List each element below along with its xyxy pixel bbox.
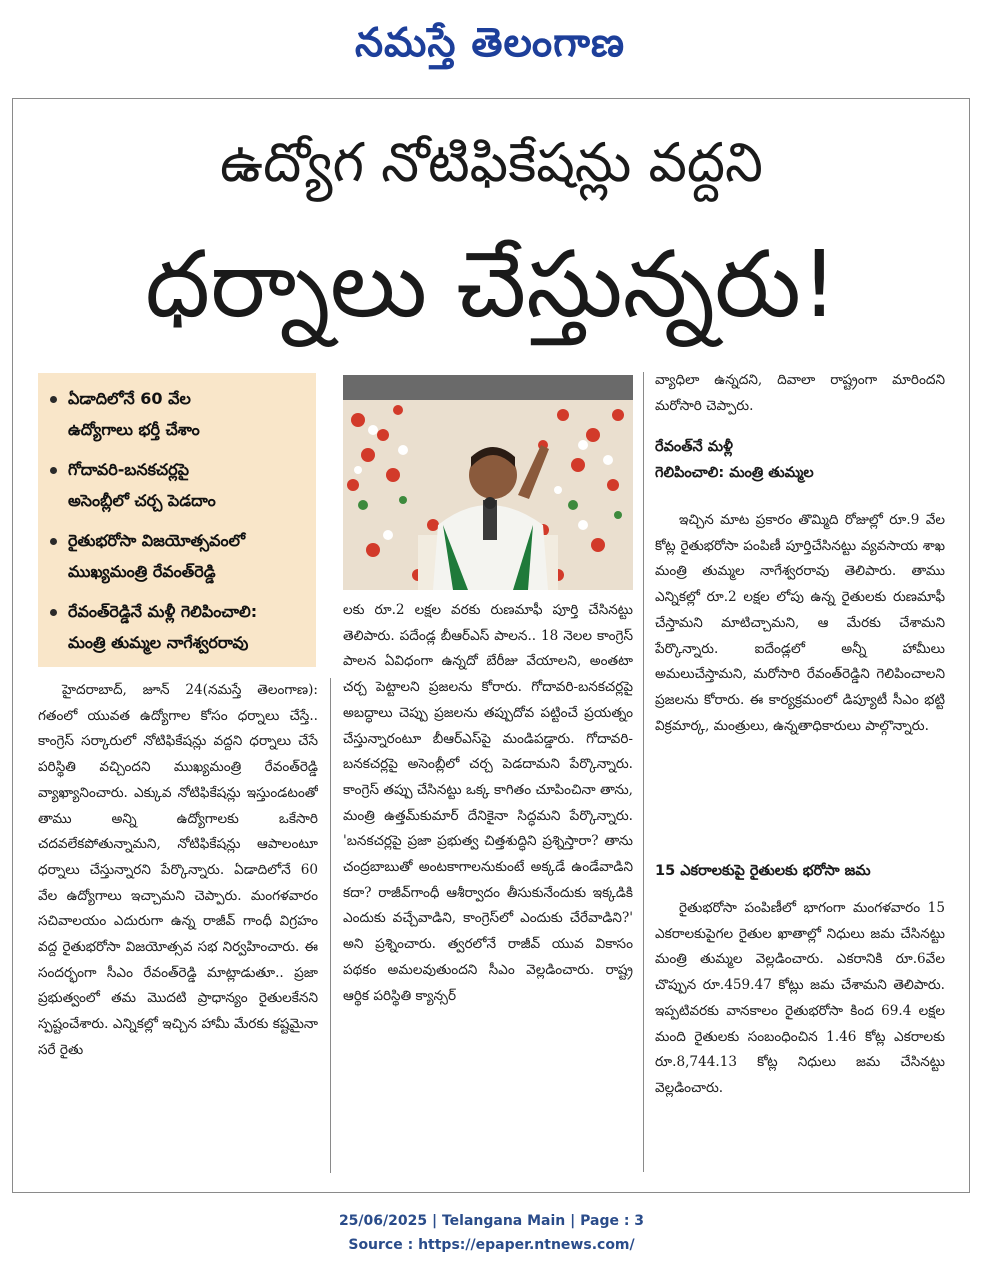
subheading-15-acres: 15 ఎకరాలకుపై రైతులకు భరోసా జమ	[655, 863, 871, 879]
column-1-text: హైదరాబాద్, జూన్ 24(నమస్తే తెలంగాణ): గతంలో యువత ఉద్యోగాల కోసం ధర్నాలు చేస్తే.. కాంగ్రెస్ సర్కారులో నోటిఫికేషన్లు వద్దని ధర్నాలు చేసే పరిస్థితి వచ్చిందని ముఖ్యమంత్రి రేవంత్‌రెడ్డి వ్యాఖ్యానించారు. ఎక్కువ నోటిఫికేషన్లు ఇస్తుండటంతో తాము అన్ని ఉద్యోగాలకు ఒకేసారి చదవలేకపోతున్నామని, నోటిఫికేషన్లు ఆపాలంటూ ధర్నాలు చేస్తున్నారని పేర్కొన్నారు. ఏడాదిలోనే 60 వేల ఉద్యోగాలు ఇచ్చామని చెప్పారు. మంగళవారం సచివాలయం ఎదురుగా ఉన్న రాజీవ్ గాంధీ విగ్రహం వద్ద రైతుభరోసా విజయోత్సవ సభ నిర్వహించారు. ఈ సందర్భంగా సీఎం రేవంత్‌రెడ్డి మాట్లాడుతూ.. ప్రజా ప్రభుత్వంలో తమ మొదటి ప్రాధాన్యం రైతులకేనని స్పష్టంచేశారు. ఎన్నికల్లో ఇచ్చిన హామీ మేరకు కష్టమైనా సరే రైతు	[38, 682, 318, 1058]
column-3-paragraph-1-text: ఇచ్చిన మాట ప్రకారం తొమ్మిది రోజుల్లో రూ.9 వేల కోట్ల రైతుభరోసా పంపిణీ పూర్తిచేసినట్టు వ్యవసాయ శాఖ మంత్రి తుమ్మల నాగేశ్వరరావు తెలిపారు. తాము ఎన్నికల్లో రూ.2 లక్షల లోపు ఉన్న రైతులకు రుణమాఫీ చేస్తామని మాటిచ్చామని, ఆ మేరకు చేశామని పేర్కొన్నారు. ఐదేండ్లలో అన్నీ హామీలు అమలుచేస్తామని, మరోసారి రేవంత్‌రెడ్డిని గెలిపించాలని ప్రజలను కోరారు. ఈ కార్యక్రమంలో డిప్యూటీ సీఎం భట్టి విక్రమార్క, మంత్రులు, ఉన్నతాధికారులు పాల్గొన్నారు.	[655, 512, 945, 734]
subheading-line-2: గెలిపించాలి: మంత్రి తుమ్మల	[655, 465, 814, 481]
highlight-line-2: ఉద్యోగాలు భర్తీ చేశాం	[68, 420, 200, 439]
bullet-icon	[50, 538, 57, 545]
article-column-1	[38, 678, 318, 1173]
highlight-line-1: రైతుభరోసా విజయోత్సవంలో	[68, 531, 246, 550]
highlight-line-1: గోదావరి-బనకచర్లపై	[68, 460, 189, 479]
highlight-item	[50, 596, 308, 658]
column-2-text: లకు రూ.2 లక్షల వరకు రుణమాఫీ పూర్తి చేసినట్టు తెలిపారు. పదేండ్ల బీఆర్‌ఎస్ పాలన.. 18 నెలల కాంగ్రెస్ పాలన ఏవిధంగా ఉన్నదో బేరీజు వేయాలని, అంతటా చర్చ పెట్టాలని ప్రజలను కోరారు. గోదావరి-బనకచర్లపై అబద్ధాలు చెప్పు ప్రజలను తప్పుదోవ పట్టించే ప్రయత్నం చేస్తున్నారంటూ బీఆర్‌ఎస్‌పై మండిపడ్డారు. గోదావరి-బనకచర్లపై అసెంబ్లీలో చర్చ పెడదామని పేర్కొన్నారు. కాంగ్రెస్ తప్పు చేసినట్టు ఒక్క కాగితం చూపించినా తాను, మంత్రి ఉత్తమ్‌కుమార్ దేనికైనా సిద్ధమని పేర్కొన్నారు. 'బనకచర్లపై ప్రజా ప్రభుత్వ చిత్తశుద్ధిని ప్రశ్నిస్తారా? తాను చంద్రబాబుతో అంటకాగాలనుకుంటే అక్కడే ఉండేవాడిని కదా? రాజీవ్‌గాంధీ ఆశీర్వాదం తీసుకునేందుకు ఇక్కడికి ఎందుకు వచ్చేవాడిని, కాంగ్రెస్‌లో ఎందుకు చేరేవాడిని?' అని ప్రశ్నించారు. త్వరలోనే రాజీవ్ యువ వికాసం పథకం అమలవుతుందని సీఎం వెల్లడించారు. రాష్ట్ర ఆర్థిక పరిస్థితి క్యాన్సర్	[343, 602, 633, 1004]
footer-source-link[interactable]: Source : https://epaper.ntnews.com/	[348, 1237, 635, 1253]
column-3-intro-text: వ్యాధిలా ఉన్నదని, దివాలా రాష్ట్రంగా మారిందని మరోసారి చెప్పారు.	[655, 372, 945, 414]
highlight-line-1: రేవంత్‌రెడ్డినే మళ్లీ గెలిపించాలి:	[68, 602, 258, 621]
column-rule-1	[330, 678, 331, 1173]
article-column-3-intro	[655, 368, 945, 428]
bullet-icon	[50, 396, 57, 403]
highlight-item	[50, 383, 308, 445]
chief-minister-speech-photo	[343, 375, 633, 590]
highlight-line-2: మంత్రి తుమ్మల నాగేశ్వరరావు	[68, 633, 249, 652]
highlight-line-2: అసెంబ్లీలో చర్చ పెడదాం	[68, 491, 216, 510]
article-column-3-paragraph-2	[655, 896, 945, 1176]
article-column-2	[343, 598, 633, 1173]
newspaper-masthead: నమస్తే తెలంగాణ	[354, 20, 626, 66]
column-3-paragraph-2-text: రైతుభరోసా పంపిణీలో భాగంగా మంగళవారం 15 ఎకరాలకుపైగల రైతుల ఖాతాల్లో నిధులు జమ చేసినట్టు మంత్రి తుమ్మల వెల్లడించారు. ఎకరానికి రూ.6వేల చొప్పున రూ.459.47 కోట్లు జమ చేశామని తెలిపారు. ఇప్పటివరకు వానకాలం రైతుభరోసా కింద 69.4 లక్షల మంది రైతులకు సంబంధించిన 1.46 కోట్ల ఎకరాలకు రూ.8,744.13 కోట్ల నిధులు జమ చేసినట్టు వెల్లడించారు.	[655, 900, 945, 1096]
headline-line-1: ఉద్యోగ నోటిఫికేషన్లు వద్దని	[220, 131, 763, 194]
highlights-box	[38, 373, 316, 667]
footer-date-edition: 25/06/2025 | Telangana Main | Page : 3	[338, 1213, 645, 1229]
bullet-icon	[50, 609, 57, 616]
photo-illustration	[343, 375, 633, 590]
subheading-revanth-again	[655, 434, 945, 486]
column-rule-2	[643, 372, 644, 1172]
bullet-icon	[50, 467, 57, 474]
highlight-line-2: ముఖ్యమంత్రి రేవంత్‌రెడ్డి	[68, 562, 216, 581]
highlight-item	[50, 525, 308, 587]
article-column-3-paragraph-1	[655, 508, 945, 843]
highlight-item	[50, 454, 308, 516]
highlight-line-1: ఏడాదిలోనే 60 వేల	[68, 389, 191, 408]
subheading-line-1: రేవంత్‌నే మళ్లీ	[655, 439, 733, 455]
headline-line-2: ధర్నాలు చేస్తున్నరు!	[145, 231, 838, 338]
